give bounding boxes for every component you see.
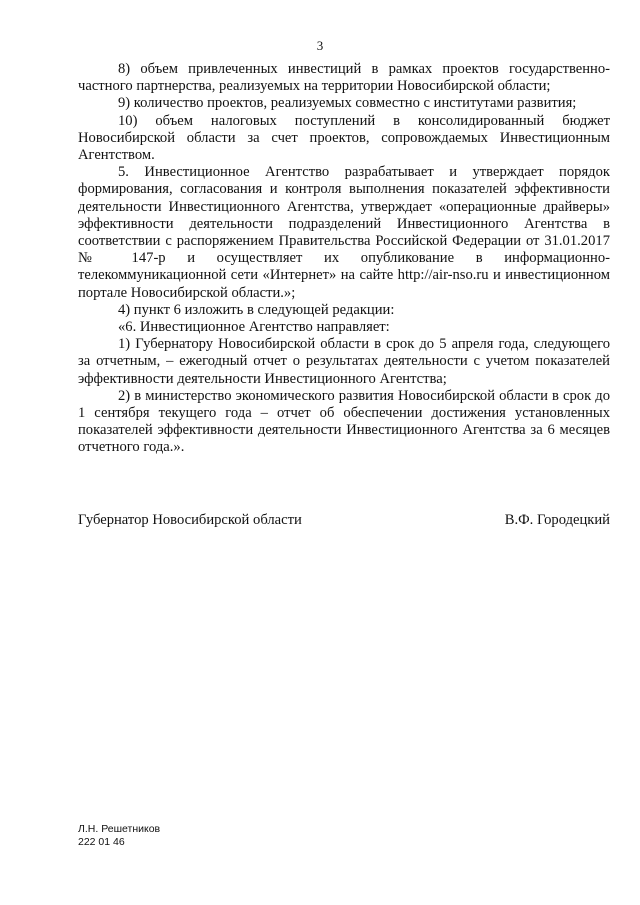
paragraph-clause-6-item-1: 1) Губернатору Новосибирской области в срок до 5 апреля года, следующего за отчетным, – ежегодный отчет о результатах деятельности с учетом показателей эффективности деятельности Инвестиционного Агентства; [78, 336, 610, 387]
signature-block [78, 512, 610, 529]
paragraph-item-9: 9) количество проектов, реализуемых совместно с институтами развития; [118, 95, 577, 112]
signatory-name: В.Ф. Городецкий [504, 512, 610, 528]
executor-name: Л.Н. Решетников [78, 823, 161, 835]
paragraph-amendment-4: 4) пункт 6 изложить в следующей редакции: [118, 301, 395, 318]
page-number: 3 [316, 38, 324, 53]
document-body [78, 61, 610, 457]
paragraph-clause-6-heading: «6. Инвестиционное Агентство направляет: [118, 319, 390, 336]
executor-block [78, 823, 160, 849]
signatory-position: Губернатор Новосибирской области [78, 512, 302, 528]
paragraph-clause-6-item-2: 2) в министерство экономического развития Новосибирской области в срок до 1 сентября текущего года – отчет об обеспечении достижения установленных показателей эффективности деятельности Инвестиционного Агентства за 6 месяцев отчетного года.». [78, 387, 610, 456]
paragraph-item-10: 10) объем налоговых поступлений в консолидированный бюджет Новосибирской области за счет проектов, сопровождаемых Инвестиционным Агентством. [78, 112, 610, 164]
paragraph-clause-5: 5. Инвестиционное Агентство разрабатывает и утверждает порядок формирования, согласования и контроля выполнения показателей эффективности деятельности Инвестиционного Агентства, утверждает «операционные драйверы» эффективности деятельности подразделений Инвестиционного Агентства в соответствии с распоряжением Правительства Российской Федерации от 31.01.2017 № 147-р и осуществляет их опубликование в информационно-телекоммуникационной сети «Интернет» на сайте http://air-nso.ru и инвестиционном портале Новосибирской области.»; [78, 164, 610, 301]
executor-phone: 222 01 46 [78, 836, 125, 848]
paragraph-item-8: 8) объем привлеченных инвестиций в рамках проектов государственно-частного партнерства, реализуемых на территории Новосибирской области; [78, 61, 610, 95]
